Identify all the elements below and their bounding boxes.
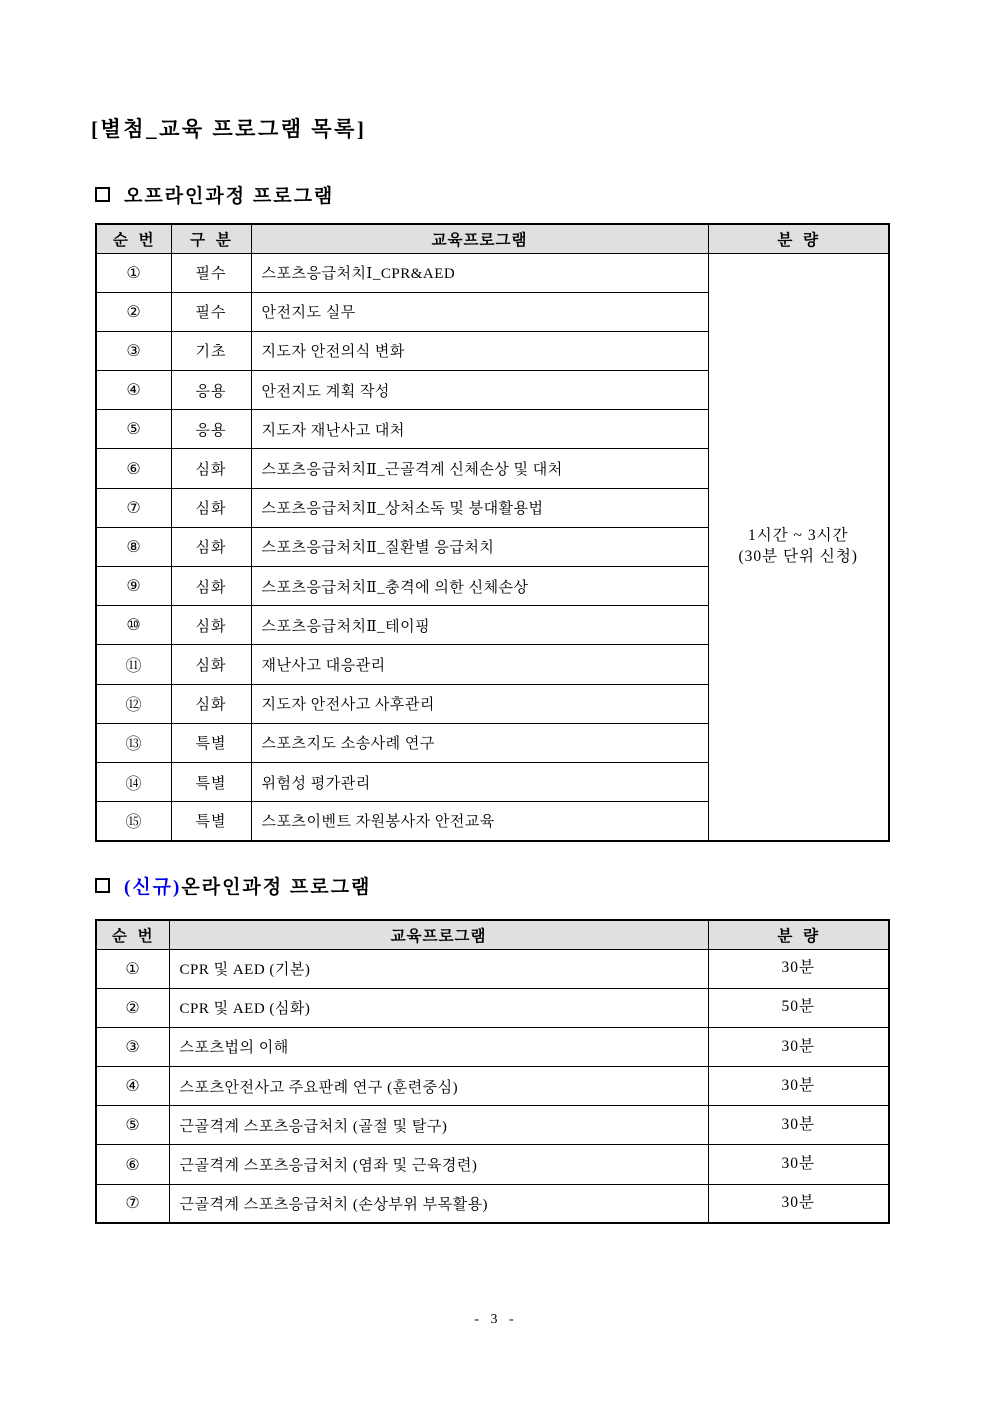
row-program-name: 안전지도 실무	[251, 292, 708, 331]
offline-section-heading	[95, 181, 334, 208]
row-number: ②	[96, 988, 169, 1027]
online-table-row	[96, 1027, 889, 1066]
row-category: 특별	[171, 723, 251, 762]
row-duration: 30분	[708, 1067, 889, 1106]
row-number: ⑥	[96, 1145, 169, 1184]
row-category: 필수	[171, 292, 251, 331]
row-program-name: 스포츠응급처치Ⅱ_상처소독 및 붕대활용법	[251, 488, 708, 527]
row-program-name: 안전지도 계획 작성	[251, 371, 708, 410]
row-category: 기초	[171, 331, 251, 370]
row-program-name: 지도자 재난사고 대처	[251, 410, 708, 449]
page-title: [별첨_교육 프로그램 목록]	[91, 117, 367, 141]
online-section-new-badge: (신규)	[124, 877, 182, 898]
offline-table-header-row	[96, 224, 889, 253]
offline-col-header-program: 교육프로그램	[251, 224, 708, 253]
row-number: ⑪	[96, 645, 171, 684]
online-table-row	[96, 1106, 889, 1145]
row-category: 심화	[171, 645, 251, 684]
row-program-name: 근골격계 스포츠응급처치 (염좌 및 근육경련)	[169, 1145, 708, 1184]
online-table-row	[96, 1067, 889, 1106]
row-duration: 30분	[708, 949, 889, 988]
row-category: 심화	[171, 488, 251, 527]
row-number: ⑩	[96, 606, 171, 645]
row-category: 특별	[171, 802, 251, 841]
row-category: 응용	[171, 371, 251, 410]
offline-col-header-number: 순 번	[96, 224, 171, 253]
offline-col-header-category: 구 분	[171, 224, 251, 253]
online-program-table	[95, 919, 890, 1224]
online-col-header-duration: 분 량	[708, 920, 889, 949]
row-number: ③	[96, 1027, 169, 1066]
row-program-name: 스포츠안전사고 주요판례 연구 (훈련중심)	[169, 1067, 708, 1106]
row-program-name: CPR 및 AED (심화)	[169, 988, 708, 1027]
row-number: ⑦	[96, 1184, 169, 1223]
row-program-name: 스포츠법의 이해	[169, 1027, 708, 1066]
online-col-header-program: 교육프로그램	[169, 920, 708, 949]
online-table-row	[96, 1145, 889, 1184]
row-number: ⑫	[96, 684, 171, 723]
online-table-row	[96, 1184, 889, 1223]
row-program-name: 스포츠응급처치Ⅱ_근골격계 신체손상 및 대처	[251, 449, 708, 488]
row-category: 심화	[171, 567, 251, 606]
row-number: ⑤	[96, 410, 171, 449]
online-section-title: 온라인과정 프로그램	[181, 877, 372, 898]
row-duration: 50분	[708, 988, 889, 1027]
row-category: 특별	[171, 762, 251, 801]
row-duration: 30분	[708, 1184, 889, 1223]
row-duration: 30분	[708, 1106, 889, 1145]
row-duration: 30분	[708, 1027, 889, 1066]
row-number: ⑮	[96, 802, 171, 841]
offline-col-header-duration: 분 량	[708, 224, 889, 253]
row-number: ③	[96, 331, 171, 370]
row-program-name: 스포츠지도 소송사례 연구	[251, 723, 708, 762]
row-number: ④	[96, 1067, 169, 1106]
page-number: - 3 -	[474, 1312, 518, 1327]
row-program-name: 스포츠이벤트 자원봉사자 안전교육	[251, 802, 708, 841]
row-category: 응용	[171, 410, 251, 449]
row-number: ①	[96, 949, 169, 988]
offline-table-row	[96, 253, 889, 292]
row-number: ⑬	[96, 723, 171, 762]
row-program-name: 지도자 안전의식 변화	[251, 331, 708, 370]
square-bullet-icon	[95, 187, 110, 202]
row-program-name: 지도자 안전사고 사후관리	[251, 684, 708, 723]
row-number: ⑤	[96, 1106, 169, 1145]
online-col-header-number: 순 번	[96, 920, 169, 949]
row-duration: 30분	[708, 1145, 889, 1184]
row-program-name: 스포츠응급처치Ⅱ_충격에 의한 신체손상	[251, 567, 708, 606]
row-category: 심화	[171, 606, 251, 645]
row-program-name: CPR 및 AED (기본)	[169, 949, 708, 988]
row-program-name: 근골격계 스포츠응급처치 (손상부위 부목활용)	[169, 1184, 708, 1223]
row-number: ②	[96, 292, 171, 331]
row-program-name: 스포츠응급처치Ⅱ_질환별 응급처치	[251, 527, 708, 566]
offline-duration-merged-cell: 1시간 ~ 3시간 (30분 단위 신청)	[708, 253, 889, 841]
online-table-header-row	[96, 920, 889, 949]
row-category: 필수	[171, 253, 251, 292]
square-bullet-icon	[95, 878, 110, 893]
online-table-row	[96, 988, 889, 1027]
row-program-name: 근골격계 스포츠응급처치 (골절 및 탈구)	[169, 1106, 708, 1145]
row-number: ⑨	[96, 567, 171, 606]
row-number: ⑭	[96, 762, 171, 801]
row-number: ⑥	[96, 449, 171, 488]
offline-section-title: 오프라인과정 프로그램	[124, 186, 335, 207]
row-category: 심화	[171, 527, 251, 566]
row-program-name: 재난사고 대응관리	[251, 645, 708, 684]
row-category: 심화	[171, 449, 251, 488]
row-category: 심화	[171, 684, 251, 723]
online-section-heading	[95, 872, 371, 899]
row-number: ⑧	[96, 527, 171, 566]
row-program-name: 스포츠응급처치Ⅱ_테이핑	[251, 606, 708, 645]
row-number: ①	[96, 253, 171, 292]
row-program-name: 스포츠응급처치Ⅰ_CPR&AED	[251, 253, 708, 292]
online-table-row	[96, 949, 889, 988]
row-number: ④	[96, 371, 171, 410]
row-program-name: 위험성 평가관리	[251, 762, 708, 801]
offline-program-table	[95, 223, 890, 842]
row-number: ⑦	[96, 488, 171, 527]
